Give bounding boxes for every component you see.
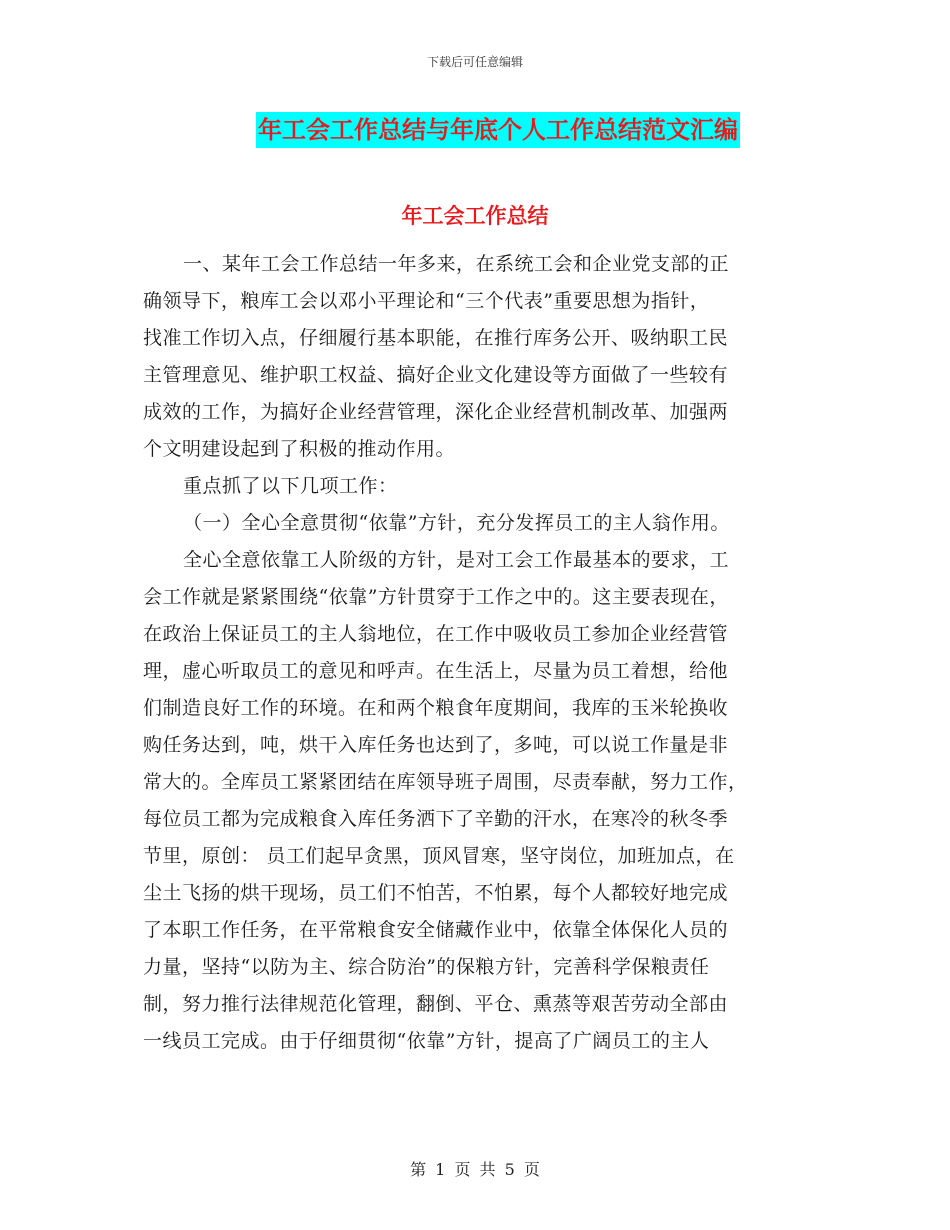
paragraph-line: 常大的。全库员工紧紧团结在库领导班子周围，尽责奉献，努力工作， (143, 771, 748, 793)
paragraph-line: 个文明建设起到了积极的推动作用。 (143, 438, 456, 460)
paragraph-line: 尘土飞扬的烘干现场，员工们不怕苦，不怕累，每个人都较好地完成 (143, 882, 729, 904)
paragraph-line: （一）全心全意贯彻“依靠”方针，充分发挥员工的主人翁作用。 (183, 512, 730, 534)
paragraph-line: 确领导下，粮库工会以邓小平理论和“三个代表”重要思想为指针， (143, 290, 710, 312)
paragraph-line: 找准工作切入点，仔细履行基本职能，在推行库务公开、吸纳职工民 (143, 327, 729, 349)
body-text (143, 246, 803, 1060)
paragraph-line: 了本职工作任务，在平常粮食安全储藏作业中，依靠全体保化人员的 (143, 919, 729, 941)
paragraph-line: 一线员工完成。由于仔细贯彻“依靠”方针，提高了广阔员工的主人 (143, 1030, 710, 1052)
header-note: 下载后可任意编辑 (426, 55, 523, 69)
paragraph-line: 重点抓了以下几项工作： (183, 475, 398, 497)
paragraph-line: 成效的工作，为搞好企业经营管理，深化企业经营机制改革、加强两 (143, 401, 729, 423)
paragraph-line: 全心全意依靠工人阶级的方针，是对工会工作最基本的要求，工 (183, 549, 730, 571)
section-title: 年工会工作总结 (401, 204, 549, 228)
paragraph-line: 们制造良好工作的环境。在和两个粮食年度期间，我库的玉米轮换收 (143, 697, 729, 719)
paragraph-line: 力量，坚持“以防为主、综合防治”的保粮方针，完善科学保粮责任 (143, 956, 710, 978)
paragraph-line: 主管理意见、维护职工权益、搞好企业文化建设等方面做了一些较有 (143, 364, 729, 386)
paragraph-line: 理，虚心听取员工的意见和呼声。在生活上，尽量为员工着想，给他 (143, 660, 729, 682)
paragraph-line: 会工作就是紧紧围绕“依靠”方针贯穿于工作之中的。这主要表现在， (143, 586, 729, 608)
paragraph-line: 节里，原创： 员工们起早贪黑，顶风冒寒，坚守岗位，加班加点，在 (143, 845, 735, 867)
page-footer: 第 1 页 共 5 页 (410, 1160, 540, 1179)
paragraph-line: 制，努力推行法律规范化管理，翻倒、平仓、熏蒸等艰苦劳动全部由 (143, 993, 729, 1015)
paragraph-line: 在政治上保证员工的主人翁地位，在工作中吸收员工参加企业经营管 (143, 623, 729, 645)
document-title: 年工会工作总结与年底个人工作总结范文汇编 (256, 112, 740, 148)
paragraph-line: 每位员工都为完成粮食入库任务洒下了辛勤的汗水，在寒冷的秋冬季 (143, 808, 729, 830)
paragraph-line: 一、某年工会工作总结一年多来，在系统工会和企业党支部的正 (183, 253, 730, 275)
paragraph-line: 购任务达到，吨，烘干入库任务也达到了，多吨，可以说工作量是非 (143, 734, 729, 756)
document-title-wrap (0, 112, 950, 148)
